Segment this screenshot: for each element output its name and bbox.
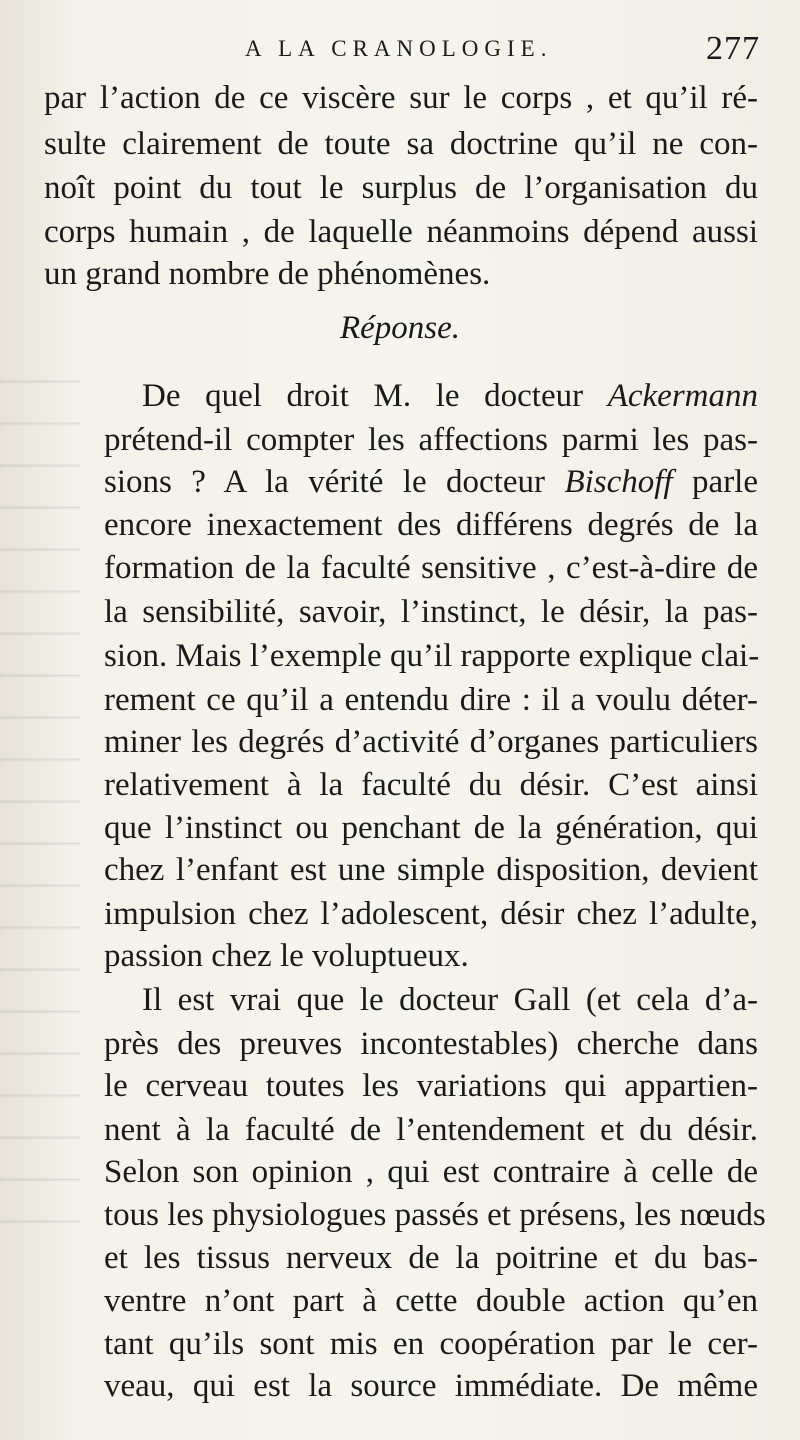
text-line: un grand nombre de phénomènes.	[44, 256, 491, 292]
text-line: impulsion chez l’adolescent, désir chez l’adulte,	[104, 896, 758, 932]
text-line: sulte clairement de toute sa doctrine qu’il ne con-	[44, 126, 758, 162]
text-line: miner les degrés d’activité d’organes particuliers	[104, 724, 758, 760]
text-line: par l’action de ce viscère sur le corps , et qu’il ré-	[44, 80, 758, 116]
text-span: sions ? A la vérité le docteur	[104, 464, 565, 500]
text-line: près des preuves incontestables) cherche dans	[104, 1026, 758, 1062]
text-line: prétend-il compter les affections parmi les pas-	[104, 422, 758, 458]
show-through-text	[0, 350, 80, 1250]
text-line: encore inexactement des différens degrés de la	[104, 507, 758, 543]
paragraph-first-line	[142, 376, 758, 418]
text-span: parle	[672, 464, 758, 500]
page-number: 277	[706, 30, 760, 67]
text-line: noît point du tout le surplus de l’organisation du	[44, 170, 758, 206]
text-line: veau, qui est la source immédiate. De même	[104, 1368, 758, 1404]
text-span: De quel droit M. le docteur	[142, 378, 608, 414]
text-line: et les tissus nerveux de la poitrine et du bas-	[104, 1240, 758, 1276]
text-line: que l’instinct ou penchant de la génération, qui	[104, 810, 758, 846]
running-head: A LA CRANOLOGIE.	[245, 36, 553, 61]
text-line: le cerveau toutes les variations qui appartien-	[104, 1068, 758, 1104]
text-line: relativement à la faculté du désir. C’est ainsi	[104, 767, 758, 803]
text-line: tous les physiologues passés et présens, les nœuds	[104, 1197, 766, 1233]
text-line: passion chez le voluptueux.	[104, 938, 469, 974]
page-header	[0, 30, 800, 70]
text-line: chez l’enfant est une simple disposition, devient	[104, 852, 758, 888]
paragraph-first-line: Il est vrai que le docteur Gall (et cela d’a-	[142, 982, 758, 1018]
text-line: tant qu’ils sont mis en coopération par le cer-	[104, 1326, 758, 1362]
text-line: ventre n’ont part à cette double action qu’en	[104, 1283, 758, 1319]
text-line: sion. Mais l’exemple qu’il rapporte explique clai-	[104, 638, 760, 674]
text-line: Selon son opinion , qui est contraire à celle de	[104, 1154, 758, 1190]
text-line	[104, 462, 758, 504]
italic-name: Bischoff	[564, 464, 673, 500]
italic-name: Ackermann	[607, 378, 758, 414]
text-line: nent à la faculté de l’entendement et du désir.	[104, 1112, 758, 1148]
text-line: corps humain , de laquelle néanmoins dépend aussi	[44, 214, 758, 250]
text-line: rement ce qu’il a entendu dire : il a voulu déter-	[104, 682, 758, 718]
text-line: la sensibilité, savoir, l’instinct, le désir, la pas-	[104, 594, 758, 630]
section-heading: Réponse.	[339, 310, 461, 346]
text-line: formation de la faculté sensitive , c’est-à-dire de	[104, 550, 758, 586]
